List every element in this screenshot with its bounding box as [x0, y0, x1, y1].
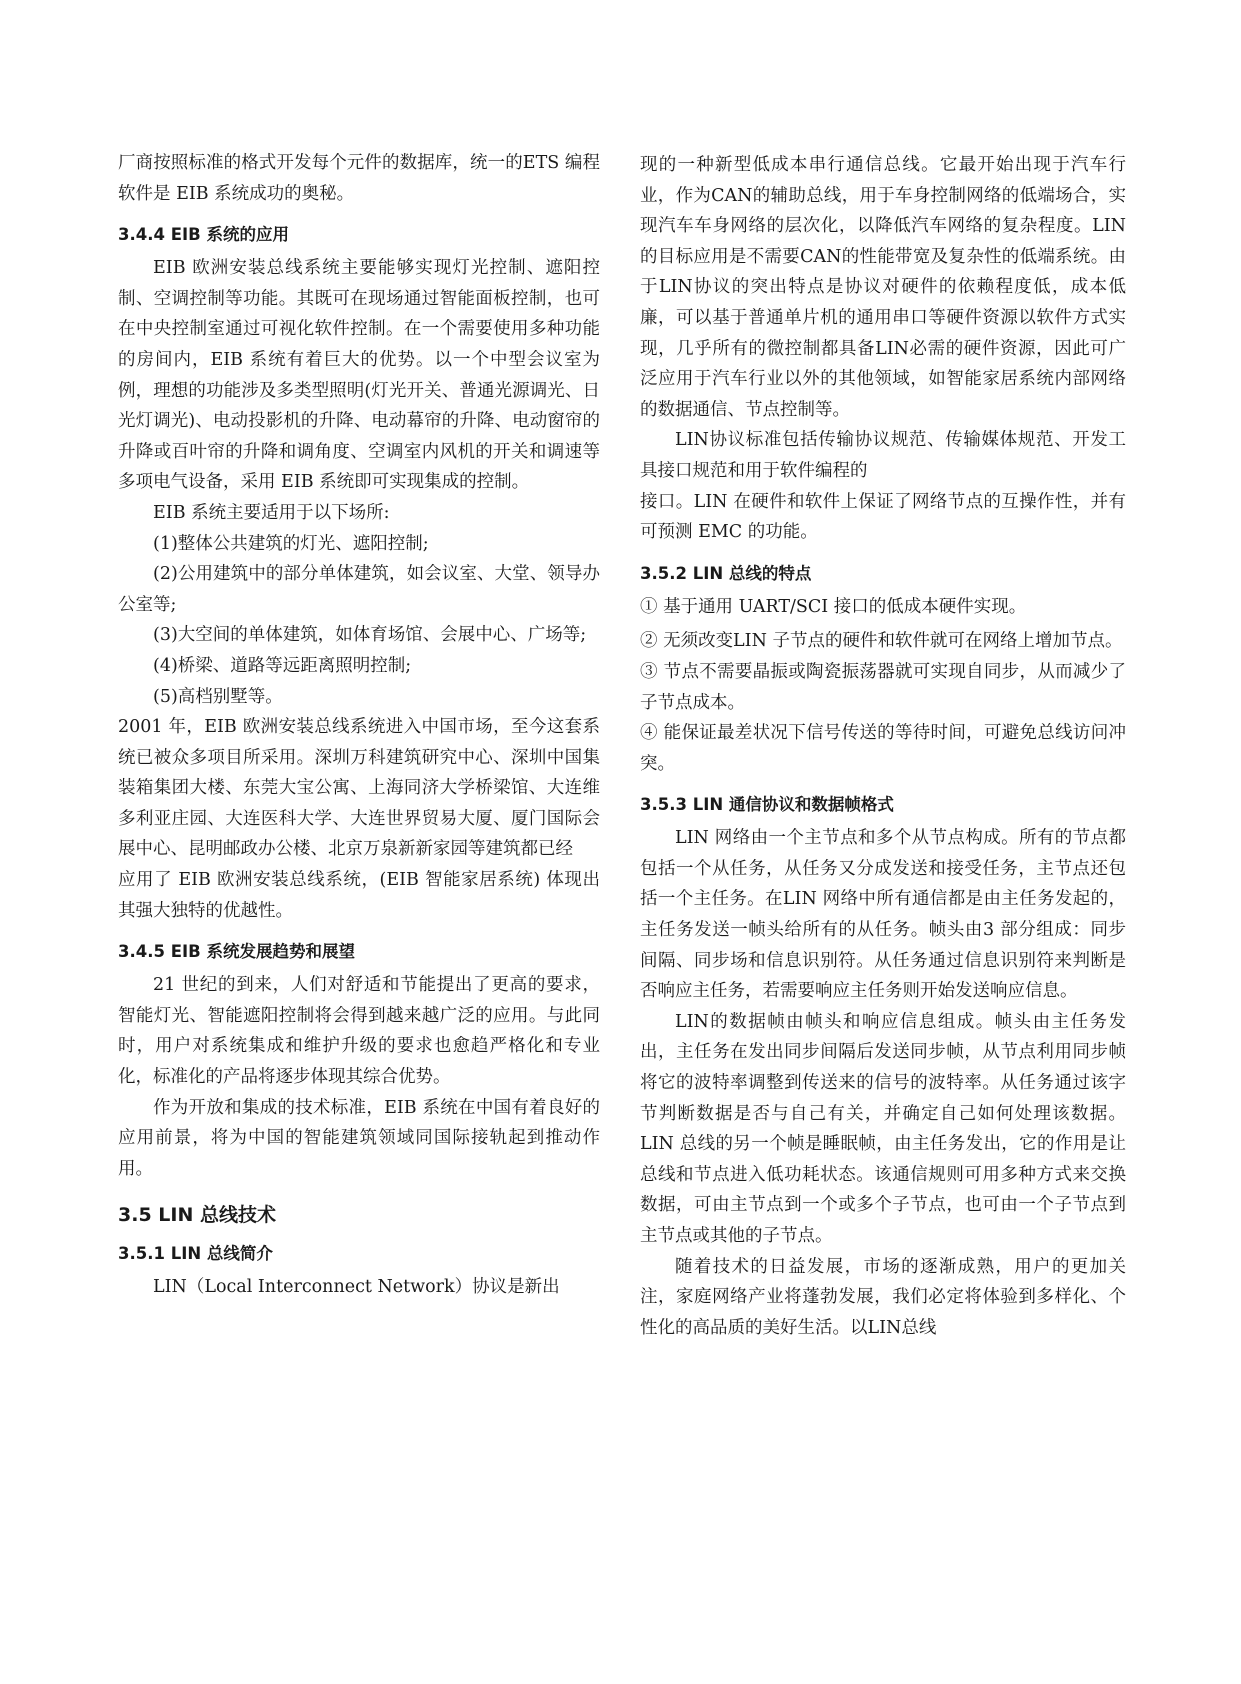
paragraph: 随着技术的日益发展，市场的逐渐成熟，用户的更加关注，家庭网络产业将蓬勃发展，我们必定将体验到多样化、个性化的高品质的美好生活。以LIN总线	[640, 1256, 1126, 1338]
paragraph: 21 世纪的到来，人们对舒适和节能提出了更高的要求，智能灯光、智能遮阳控制将会得到越来越广泛的应用。与此同时，用户对系统集成和维护升级的要求也愈趋严格化和专业化，标准化的产品将逐步体现其综合优势。	[118, 975, 600, 1088]
paragraph: 2001 年，EIB 欧洲安装总线系统进入中国市场，至今这套系统已被众多项目所采用。深圳万科建筑研究中心、深圳中国集装箱集团大楼、东莞大宝公寓、上海同济大学桥梁馆、大连维多利亚庄园、大连医科大学、大连世界贸易大厦、厦门国际会展中心、昆明邮政办公楼、北京万泉新新家园等建筑都已经	[118, 717, 600, 860]
list-item: (5)高档别墅等。	[153, 686, 283, 707]
paragraph: LIN协议标准包括传输协议规范、传输媒体规范、开发工具接口规范和用于软件编程的	[640, 430, 1126, 481]
section-heading-3-5-1: 3.5.1 LIN 总线简介	[118, 1244, 273, 1264]
feature-item: ④ 能保证最差状况下信号传送的等待时间，可避免总线访问冲突。	[640, 723, 1126, 774]
left-column	[118, 148, 600, 1303]
paragraph: 接口。LIN 在硬件和软件上保证了网络节点的互操作性，并有可预测 EMC 的功能。	[640, 491, 1126, 543]
paragraph: 现的一种新型低成本串行通信总线。它最开始出现于汽车行业，作为CAN的辅助总线，用于车身控制网络的低端场合，实现汽车车身网络的层次化，以降低汽车网络的复杂程度。LIN的目标应用是不需要CAN的性能带宽及复杂性的低端系统。由于LIN协议的突出特点是协议对硬件的依赖程度低，成本低廉，可以基于普通单片机的通用串口等硬件资源以软件方式实现，几乎所有的微控制都具备LIN必需的硬件资源，因此可广泛应用于汽车行业以外的其他领域，如智能家居系统内部网络的数据通信、节点控制等。	[640, 155, 1126, 420]
intro-paragraph: 厂商按照标准的格式开发每个元件的数据库，统一的ETS 编程软件是 EIB 系统成功的奥秘。	[118, 153, 600, 204]
paragraph: LIN（Local Interconnect Network）协议是新出	[153, 1277, 560, 1298]
list-item: (4)桥梁、道路等远距离照明控制;	[153, 655, 412, 676]
paragraph: LIN 网络由一个主节点和多个从节点构成。所有的节点都包括一个从任务，从任务又分成发送和接受任务，主节点还包括一个主任务。在LIN 网络中所有通信都是由主任务发起的，主任务发送一帧头给所有的从任务。帧头由3 部分组成：同步间隔、同步场和信息识别符。从任务通过信息识别符来判断是否响应主任务，若需要响应主任务则开始发送响应信息。	[640, 828, 1126, 1002]
list-item: (3)大空间的单体建筑，如体育场馆、会展中心、广场等;	[153, 625, 587, 646]
paragraph: LIN的数据帧由帧头和响应信息组成。帧头由主任务发出，主任务在发出同步间隔后发送同步帧，从节点利用同步帧将它的波特率调整到传送来的信号的波特率。从任务通过该字节判断数据是否与自己有关，并确定自己如何处理该数据。LIN 总线的另一个帧是睡眠帧，由主任务发出，它的作用是让总线和节点进入低功耗状态。该通信规则可用多种方式来交换数据，可由主节点到一个或多个子节点，也可由一个子节点到主节点或其他的子节点。	[640, 1011, 1126, 1246]
list-item: (2)公用建筑中的部分单体建筑，如会议室、大堂、领导办公室等;	[118, 564, 600, 615]
section-heading-3-5-2: 3.5.2 LIN 总线的特点	[640, 563, 812, 583]
feature-item: ② 无须改变LIN 子节点的硬件和软件就可在网络上增加节点。	[640, 631, 1123, 652]
section-heading-3-5-3: 3.5.3 LIN 通信协议和数据帧格式	[640, 795, 894, 815]
paragraph: EIB 欧洲安装总线系统主要能够实现灯光控制、遮阳控制、空调控制等功能。其既可在现场通过智能面板控制，也可在中央控制室通过可视化软件控制。在一个需要使用多种功能的房间内，EIB 系统有着巨大的优势。以一个中型会议室为例，理想的功能涉及多类型照明(灯光开关、普通光源调光、日光灯调光)、电动投影机的升降、电动幕帘的升降、电动窗帘的升降或百叶帘的升降和调角度、空调室内风机的开关和调速等多项电气设备，采用 EIB 系统即可实现集成的控制。	[118, 258, 600, 493]
right-column	[640, 150, 1126, 1343]
section-heading-3-4-4: 3.4.4 EIB 系统的应用	[118, 225, 289, 245]
feature-item: ③ 节点不需要晶振或陶瓷振荡器就可实现自同步，从而减少了子节点成本。	[640, 661, 1126, 713]
feature-item: ① 基于通用 UART/SCI 接口的低成本硬件实现。	[640, 596, 1027, 617]
section-heading-3-4-5: 3.4.5 EIB 系统发展趋势和展望	[118, 942, 355, 962]
paragraph: 应用了 EIB 欧洲安装总线系统，(EIB 智能家居系统) 体现出其强大独特的优越性。	[118, 870, 600, 921]
list-item: (1)整体公共建筑的灯光、遮阳控制;	[153, 533, 429, 554]
section-heading-3-5: 3.5 LIN 总线技术	[118, 1204, 276, 1227]
paragraph: EIB 系统主要适用于以下场所:	[153, 502, 390, 523]
paragraph: 作为开放和集成的技术标准，EIB 系统在中国有着良好的应用前景，将为中国的智能建筑领域同国际接轨起到推动作用。	[118, 1097, 600, 1179]
